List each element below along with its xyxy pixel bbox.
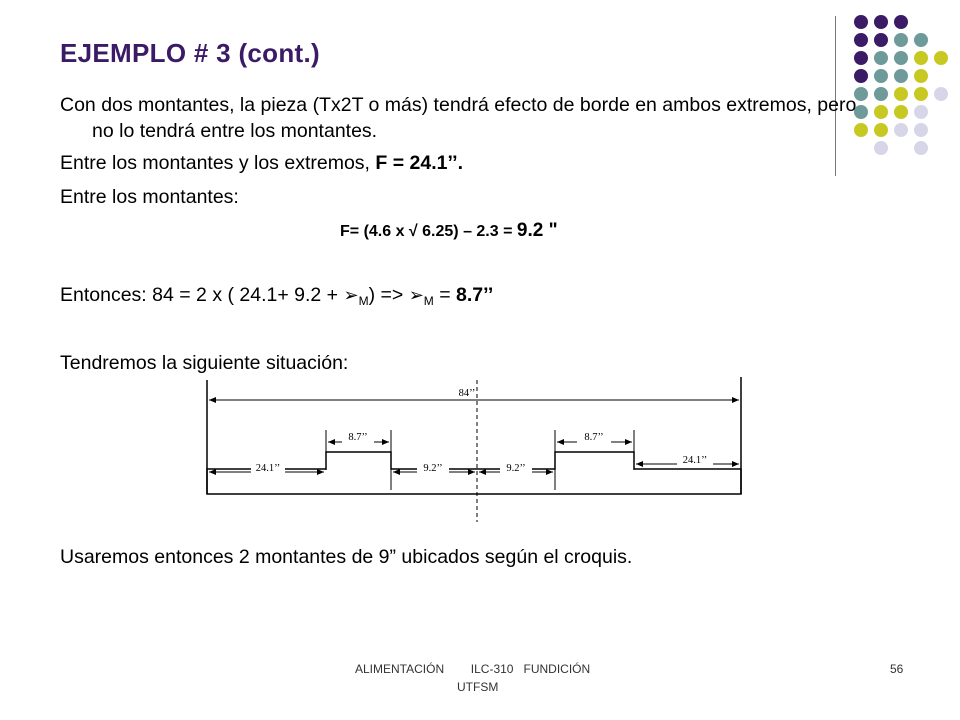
formula [340, 220, 558, 242]
arrow-bullet-icon-2: ➢ [408, 285, 424, 305]
decorative-dot [914, 69, 928, 83]
page-number: 56 [890, 662, 904, 676]
decorative-dot [894, 51, 908, 65]
decorative-dot [874, 123, 888, 137]
decorative-dot [874, 51, 888, 65]
decorative-dot [894, 15, 908, 29]
total-dimension-label: 84’’ [458, 388, 476, 399]
entonces-text-a: Entonces: 84 = 2 x ( 24.1+ 9.2 + [60, 284, 344, 306]
entonces-result: 8.7’’ [456, 284, 494, 306]
entonces-text-c: = [433, 284, 457, 306]
decorative-dot [914, 51, 928, 65]
decorative-dot [874, 105, 888, 119]
entonces-text-b: ) => [368, 284, 409, 306]
paragraph-borde: Con dos montantes, la pieza (Tx2T o más) tendrá efecto de borde en ambos extremos, pero no lo tendrá entre los montantes. [60, 94, 857, 142]
formula-expression: F= (4.6 x √ 6.25) – 2.3 = [340, 223, 517, 240]
croquis-diagram [195, 372, 755, 524]
decorative-dot [854, 33, 868, 47]
footer-institution: UTFSM [457, 680, 499, 694]
right-pad-label: 8.7’’ [584, 432, 604, 443]
decorative-dot [914, 141, 928, 155]
decorative-dot [874, 15, 888, 29]
paragraph-entonces [60, 282, 493, 314]
decorative-dot [914, 105, 928, 119]
decorative-dot [874, 87, 888, 101]
formula-result: 9.2 " [516, 220, 558, 241]
decorative-dot [894, 33, 908, 47]
decorative-dot [894, 87, 908, 101]
decorative-dot [914, 33, 928, 47]
paragraph-extremos [60, 150, 463, 176]
center-left-label: 9.2’’ [423, 463, 443, 474]
paragraph-entre: Entre los montantes: [60, 186, 239, 208]
subscript-m: M [358, 294, 369, 308]
decorative-dot [854, 51, 868, 65]
extremos-text: Entre los montantes y los extremos, [60, 152, 376, 174]
decorative-dot [934, 87, 948, 101]
subscript-m-2: M [423, 294, 434, 308]
extremos-value: F = 24.1’’. [375, 152, 464, 174]
paragraph-situacion: Tendremos la siguiente situación: [60, 352, 349, 374]
decorative-dot [894, 123, 908, 137]
decorative-dot [914, 123, 928, 137]
footer-course: ALIMENTACIÓN ILC-310 FUNDICIÓN [355, 662, 591, 676]
left-pad-label: 8.7’’ [348, 432, 368, 443]
paragraph-conclusion: Usaremos entonces 2 montantes de 9” ubicados según el croquis. [60, 546, 633, 568]
decorative-dot [914, 87, 928, 101]
decorative-dot [854, 69, 868, 83]
decorative-dot [854, 15, 868, 29]
center-right-label: 9.2’’ [506, 463, 526, 474]
decorative-dot [874, 69, 888, 83]
slide-title: EJEMPLO # 3 (cont.) [60, 38, 320, 68]
decorative-dot [934, 51, 948, 65]
piece-profile [207, 452, 741, 494]
left-end-label: 24.1’’ [255, 463, 281, 474]
decorative-dot [874, 33, 888, 47]
decorative-dot [874, 141, 888, 155]
decorative-dot [894, 69, 908, 83]
right-end-label: 24.1’’ [682, 455, 708, 466]
arrow-bullet-icon: ➢ [343, 285, 359, 305]
decorative-dot [894, 105, 908, 119]
